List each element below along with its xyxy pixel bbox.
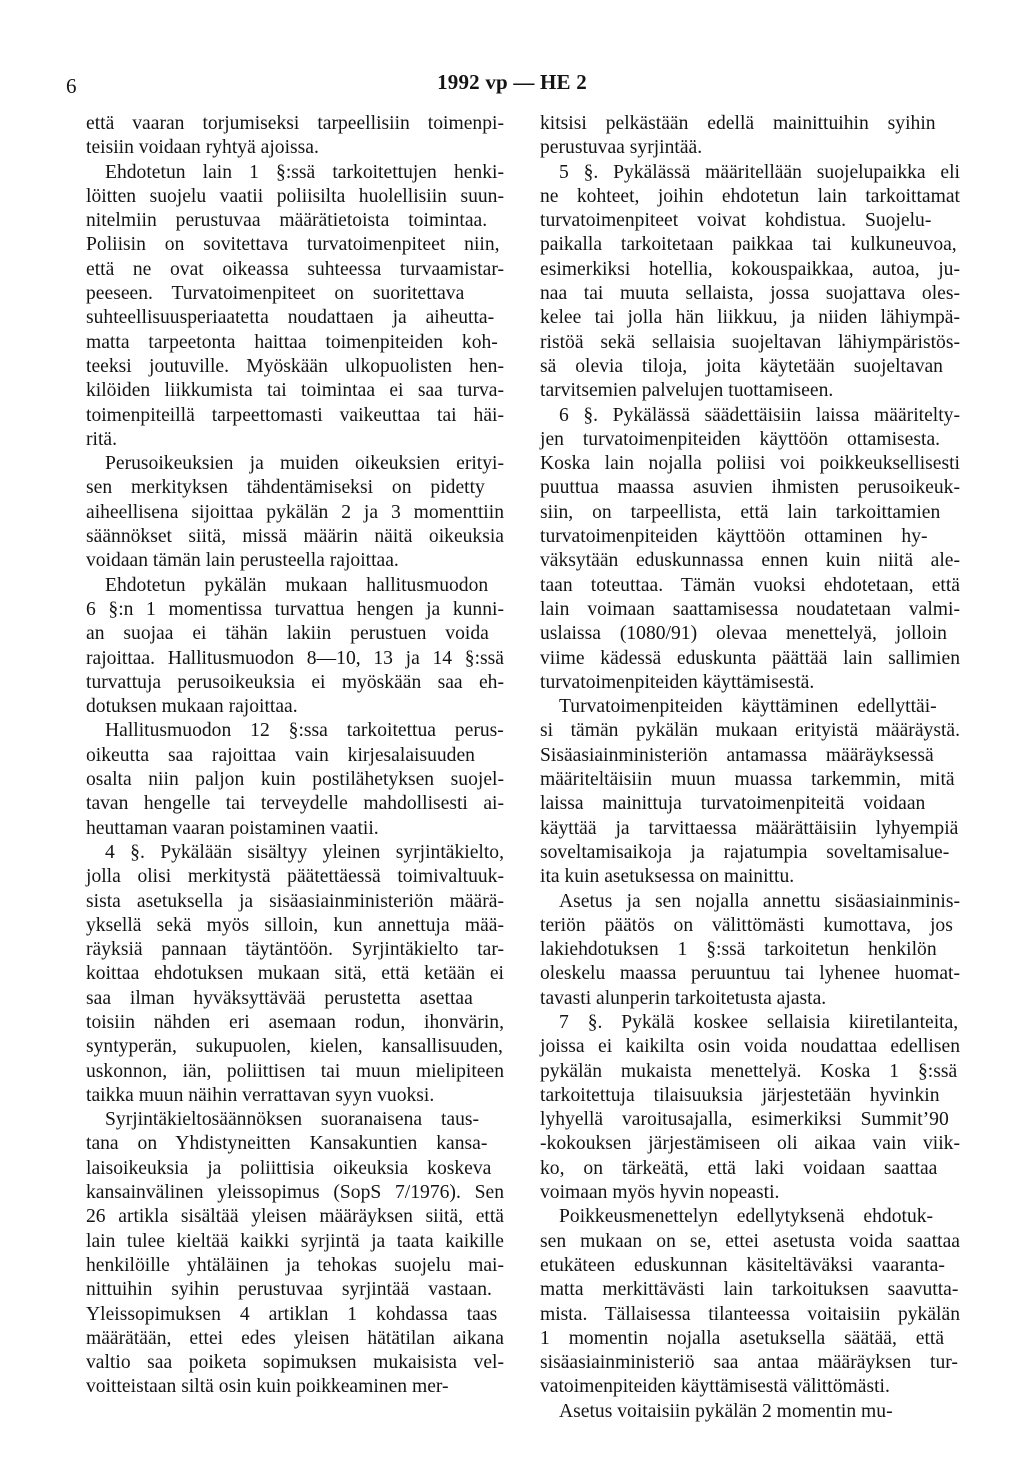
- text-line: osalta niin paljon kuin postilähetyksen suojel-: [86, 769, 504, 791]
- paragraph: [540, 1205, 960, 1399]
- text-line: määrätään, ettei edes yleisen hätätilan aikana: [86, 1327, 504, 1349]
- text-line: että ne ovat oikeassa suhteessa turvaamistar-: [86, 258, 504, 280]
- text-line: 26 artikla sisältää yleisen määräyksen siitä, että: [86, 1206, 504, 1228]
- paragraph: [86, 1108, 504, 1400]
- text-line: lain voimaan saattamisessa noudatetaan valmi-: [540, 598, 960, 620]
- text-line: esimerkiksi hotellia, kokouspaikkaa, autoa, ju-: [540, 258, 960, 280]
- text-line: räyksiä pannaan täytäntöön. Syrjintäkielto tar-: [86, 939, 504, 961]
- text-line: valtio saa poiketa sopimuksen mukaisista vel-: [86, 1352, 504, 1374]
- paragraph: [540, 404, 960, 696]
- text-line: Turvatoimenpiteiden käyttäminen edellyttäi-: [559, 696, 937, 718]
- text-line: kansainvälinen yleissopimus (SopS 7/1976). Sen: [86, 1182, 504, 1204]
- text-line: teeksi joutuville. Myöskään ulkopuolisten hen-: [86, 355, 504, 377]
- text-line: 5 §. Pykälässä määritellään suojelupaikka eli: [559, 161, 960, 183]
- paragraph: [86, 452, 504, 573]
- text-line: turvattuja perusoikeuksia ei myöskään saa eh-: [86, 671, 504, 693]
- paragraph: [540, 112, 960, 161]
- text-line: turvatoimenpiteiden käyttöön ottaminen hy-: [540, 526, 928, 548]
- text-line: Ehdotetun lain 1 §:ssä tarkoitettujen henki-: [105, 161, 504, 183]
- text-line: kitsisi pelkästään edellä mainittuihin syihin: [540, 113, 936, 134]
- text-line: laissa mainittuja turvatoimenpiteitä voidaan: [540, 793, 926, 815]
- text-line: käyttää ja tarvittaessa määrättäisiin lyhyempiä: [540, 817, 959, 839]
- text-line: uskonnon, iän, poliittisen tai muun mielipiteen: [86, 1060, 504, 1082]
- running-head: 1992 vp — HE 2: [437, 70, 587, 94]
- paragraph: [540, 1011, 960, 1205]
- page-number: 6: [66, 74, 77, 98]
- text-line: nitelmiin perustuvaa määrätietoista toimintaa.: [86, 210, 488, 232]
- text-line: tavasti alunperin tarkoitetusta ajasta.: [540, 987, 827, 1009]
- text-line: suhteellisuusperiaatetta noudattaen ja aiheutta-: [86, 307, 495, 329]
- text-line: tana on Yhdistyneitten Kansakuntien kansa-: [86, 1133, 488, 1155]
- text-line: sen merkityksen tähdentämiseksi on pidetty: [86, 477, 485, 499]
- text-line: Yleissopimuksen 4 artiklan 1 kohdassa taas: [86, 1303, 498, 1325]
- text-line: Sisäasiainministeriön antamassa määräyksessä: [540, 744, 934, 766]
- text-line: Hallitusmuodon 12 §:ssa tarkoitettua perus-: [105, 720, 504, 742]
- text-line: naa tai muuta sellaista, jossa suojattava oles-: [540, 283, 960, 305]
- text-line: mista. Tällaisessa tilanteessa voitaisiin pykälän: [540, 1303, 960, 1325]
- text-line: lain tulee kieltää kaikki syrjintä ja taata kaikille: [86, 1230, 504, 1252]
- paragraph: [540, 890, 960, 1011]
- paragraph: [86, 719, 504, 840]
- text-line: nittuihin syihin perustuvaa syrjintää vastaan.: [86, 1279, 492, 1301]
- text-line: Koska lain nojalla poliisi voi poikkeuksellisesti: [540, 453, 960, 475]
- text-line: pykälän mukaista menettelyä. Koska 1 §:ssä: [540, 1060, 958, 1082]
- paragraph: [86, 112, 504, 161]
- left-column: [86, 112, 504, 1400]
- text-line: viime kädessä eduskunta päättää lain sallimien: [540, 647, 960, 669]
- text-line: paikalla tarkoitetaan paikkaa tai kulkuneuvoa,: [540, 234, 957, 256]
- text-line: tarkoitettuja tilaisuuksia järjestetään hyvinkin: [540, 1084, 940, 1106]
- text-line: puuttua maassa asuvien ihmisten perusoikeuk-: [540, 477, 960, 499]
- text-line: säännökset siitä, missä määrin näitä oikeuksia: [86, 526, 504, 548]
- text-line: taikka muun näihin verrattavan syyn vuoksi.: [86, 1084, 435, 1106]
- paragraph: [86, 574, 504, 720]
- text-line: toimenpiteillä tarpeettomasti vaikeuttaa tai häi-: [86, 404, 504, 426]
- text-line: teriön päätös on välittömästi kumottava, jos: [540, 914, 953, 936]
- text-line: laisoikeuksia ja poliittisia oikeuksia koskeva: [86, 1157, 492, 1179]
- text-line: ne kohteet, joihin ehdotetun lain tarkoittamat: [540, 185, 960, 207]
- text-line: soveltamisaikoja ja rajatumpia soveltamisalue-: [540, 841, 950, 863]
- paragraph: [540, 161, 960, 404]
- text-line: Asetus ja sen nojalla annettu sisäasiainminis-: [559, 890, 960, 912]
- text-line: joissa ei kaikilta osin voida noudattaa edellisen: [540, 1036, 960, 1058]
- text-line: teisiin voidaan ryhtyä ajoissa.: [86, 137, 319, 159]
- text-line: lakiehdotuksen 1 §:ssä tarkoitetun henkilön: [540, 939, 937, 961]
- text-line: henkilöille yhtäläinen ja tehokas suojelu mai-: [86, 1254, 504, 1276]
- text-line: yksellä sekä myös silloin, kun annettuja mää-: [86, 914, 504, 936]
- text-line: tavan hengelle tai terveydelle mahdollisesti ai-: [86, 793, 504, 815]
- text-line: toisiin nähden eri asemaan rodun, ihonvärin,: [86, 1011, 504, 1033]
- paragraph: [86, 161, 504, 453]
- text-line: sisäasiainministeriö saa antaa määräyksen tur-: [540, 1352, 958, 1374]
- text-line: 6 §. Pykälässä säädettäisiin laissa määritelty-: [559, 404, 960, 426]
- text-line: siin, on tarpeellista, että lain tarkoittamien: [540, 501, 941, 523]
- text-line: sä olevia tiloja, joita käytetään suojeltavan: [540, 355, 943, 377]
- text-line: 1 momentin nojalla asetuksella säätää, että: [540, 1327, 945, 1349]
- text-line: vatoimenpiteiden käyttämisestä välittömästi.: [540, 1376, 890, 1398]
- text-line: ita kuin asetuksessa on mainittu.: [540, 866, 795, 888]
- text-line: Asetus voitaisiin pykälän 2 momentin mu-: [559, 1400, 893, 1422]
- text-line: määriteltäisiin muun muassa tarkemmin, mitä: [540, 769, 955, 791]
- text-line: matta merkittävästi lain tarkoituksen saavutta-: [540, 1279, 959, 1301]
- text-line: sista asetuksella ja sisäasiainministeriön määrä-: [86, 890, 504, 912]
- text-line: an suojaa ei tähän lakiin perustuen voida: [86, 623, 489, 645]
- text-line: Perusoikeuksien ja muiden oikeuksien erityi-: [105, 453, 504, 475]
- text-line: lyhyellä varoitusajalla, esimerkiksi Summit’90: [540, 1109, 949, 1131]
- text-line: oikeutta saa rajoittaa vain kirjesalaisuuden: [86, 744, 475, 766]
- text-line: kilöiden liikkumista tai toimintaa ei saa turva-: [86, 380, 504, 402]
- paragraph: [86, 841, 504, 1108]
- text-line: jolla olisi merkitystä päätettäessä toimivaltuuk-: [86, 866, 504, 888]
- text-line: rajoittaa. Hallitusmuodon 8—10, 13 ja 14 §:ssä: [86, 647, 504, 669]
- text-line: Ehdotetun pykälän mukaan hallitusmuodon: [105, 574, 489, 596]
- right-column: [540, 112, 960, 1424]
- text-line: matta tarpeetonta haittaa toimenpiteiden koh-: [86, 331, 498, 353]
- text-line: väksytään eduskunnassa ennen kuin niitä ale-: [540, 550, 960, 572]
- text-line: turvatoimenpiteet voivat kohdistua. Suojelu-: [540, 210, 932, 232]
- text-line: tarvitsemien palvelujen tuottamiseen.: [540, 380, 834, 402]
- text-line: ristöä sekä sellaisia suojeltavan lähiympäristös-: [540, 331, 960, 353]
- text-line: Syrjintäkieltosäännöksen suoranaisena taus-: [105, 1109, 480, 1131]
- text-line: voimaan myös hyvin nopeasti.: [540, 1182, 780, 1204]
- text-line: etukäteen eduskunnan käsiteltäväksi vaaranta-: [540, 1254, 945, 1276]
- text-line: 4 §. Pykälään sisältyy yleinen syrjintäkielto,: [105, 841, 504, 863]
- text-line: aiheellisena sijoittaa pykälän 2 ja 3 momenttiin: [86, 501, 504, 523]
- text-line: löitten suojelu vaatii poliisilta huolellisiin suun-: [86, 185, 504, 207]
- text-line: syntyperän, sukupuolen, kielen, kansallisuuden,: [86, 1036, 503, 1058]
- text-line: Poliisin on sovitettava turvatoimenpiteet niin,: [86, 234, 500, 256]
- text-line: oleskelu maassa peruuntuu tai lyhenee huomat-: [540, 963, 960, 985]
- text-line: koittaa ehdotuksen mukaan sitä, että ketään ei: [86, 963, 504, 985]
- text-line: sen mukaan on se, ettei asetusta voida saattaa: [540, 1230, 960, 1252]
- paragraph: [540, 695, 960, 889]
- text-line: si tämän pykälän mukaan erityistä määräystä.: [540, 720, 960, 742]
- text-line: 7 §. Pykälä koskee sellaisia kiiretilanteita,: [559, 1011, 959, 1033]
- text-line: dotuksen mukaan rajoittaa.: [86, 696, 298, 718]
- paragraph: [540, 1400, 960, 1424]
- text-line: heuttaman vaaran poistaminen vaatii.: [86, 817, 379, 839]
- text-line: taan toteuttaa. Tämän vuoksi ehdotetaan, että: [540, 574, 960, 596]
- text-line: kelee tai jolla hän liikkuu, ja niiden lähiympä-: [540, 307, 960, 329]
- text-line: turvatoimenpiteiden käyttämisestä.: [540, 671, 815, 693]
- text-line: peeseen. Turvatoimenpiteet on suoritettava: [86, 283, 465, 305]
- text-line: -kokouksen järjestämiseen oli aikaa vain viik-: [540, 1133, 960, 1155]
- text-line: saa ilman hyväksyttävää perustetta asettaa: [86, 987, 473, 1009]
- text-line: että vaaran torjumiseksi tarpeellisiin toimenpi-: [86, 113, 504, 134]
- text-line: perustuvaa syrjintää.: [540, 137, 703, 159]
- text-line: ko, on tärkeätä, että laki voidaan saattaa: [540, 1157, 938, 1179]
- text-line: uslaissa (1080/91) olevaa menettelyä, jolloin: [540, 623, 947, 645]
- text-line: voitteistaan siltä osin kuin poikkeaminen mer-: [86, 1376, 449, 1398]
- text-line: voidaan tämän lain perusteella rajoittaa.: [86, 550, 399, 572]
- text-line: ritä.: [86, 428, 118, 450]
- text-line: jen turvatoimenpiteiden käyttöön ottamisesta.: [540, 428, 941, 450]
- text-line: Poikkeusmenettelyn edellytyksenä ehdotuk-: [559, 1206, 934, 1228]
- text-line: 6 §:n 1 momentissa turvattua hengen ja kunni-: [86, 598, 504, 620]
